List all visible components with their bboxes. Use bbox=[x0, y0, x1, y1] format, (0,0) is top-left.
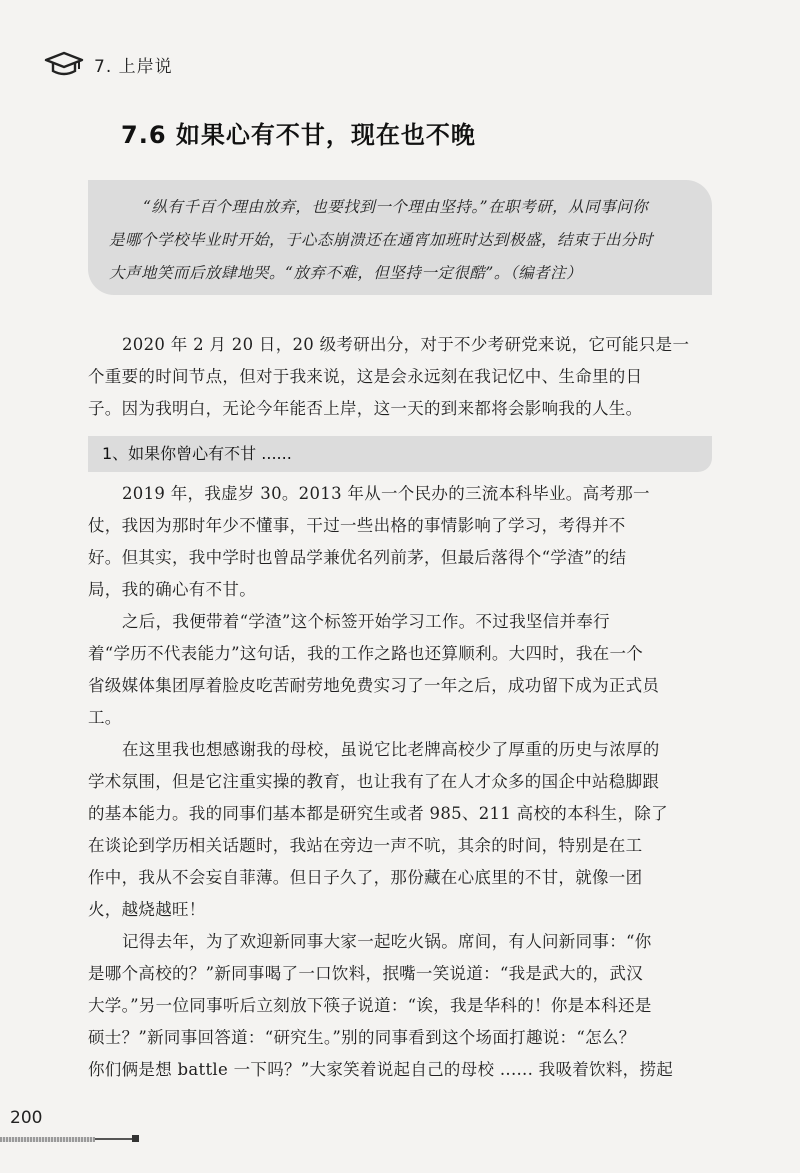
text-line: 作中，我从不会妄自菲薄。但日子久了，那份藏在心底里的不甘，就像一团 bbox=[88, 868, 643, 887]
editor-note-line: “纵有千百个理由放弃，也要找到一个理由坚持。”在职考研，从同事问你 bbox=[143, 198, 649, 216]
section-title: 7.6 如果心有不甘，现在也不晚 bbox=[121, 121, 476, 149]
chapter-label: 7. 上岸说 bbox=[94, 56, 173, 77]
text-line: 2019 年，我虚岁 30。2013 年从一个民办的三流本科毕业。高考那一 bbox=[122, 484, 650, 503]
text-line: 学术氛围，但是它注重实操的教育，也让我有了在人才众多的国企中站稳脚跟 bbox=[88, 772, 660, 791]
running-header bbox=[44, 48, 173, 80]
text-line: 2020 年 2 月 20 日，20 级考研出分，对于不少考研党来说，它可能只是一 bbox=[122, 335, 690, 354]
text-line: 工。 bbox=[88, 708, 122, 727]
editor-note-box bbox=[88, 180, 712, 295]
text-line: 的基本能力。我的同事们基本都是研究生或者 985、211 高校的本科生，除了 bbox=[88, 804, 668, 823]
intro-paragraph bbox=[88, 329, 714, 425]
text-line: 个重要的时间节点，但对于我来说，这是会永远刻在我记忆中、生命里的日 bbox=[88, 367, 643, 386]
graduation-cap-icon bbox=[44, 50, 84, 78]
footer-dot bbox=[132, 1135, 139, 1142]
text-line: 仗，我因为那时年少不懂事，干过一些出格的事情影响了学习，考得并不 bbox=[88, 516, 626, 535]
text-line: 在这里我也想感谢我的母校，虽说它比老牌高校少了厚重的历史与浓厚的 bbox=[122, 740, 660, 759]
text-line: 你们俩是想 battle 一下吗？”大家笑着说起自己的母校 ...... 我吸着饮料，捞起 bbox=[88, 1060, 674, 1079]
footer-decoration bbox=[0, 1137, 95, 1142]
text-line: 之后，我便带着“学渣”这个标签开始学习工作。不过我坚信并奉行 bbox=[122, 612, 610, 631]
text-line: 好。但其实，我中学时也曾品学兼优名列前茅，但最后落得个“学渣”的结 bbox=[88, 548, 627, 567]
text-line: 大学。”另一位同事听后立刻放下筷子说道：“诶，我是华科的！你是本科还是 bbox=[88, 996, 652, 1015]
body-paragraphs bbox=[88, 478, 714, 1086]
text-line: 记得去年，为了欢迎新同事大家一起吃火锅。席间，有人问新同事：“你 bbox=[122, 932, 652, 951]
text-line: 局，我的确心有不甘。 bbox=[88, 580, 256, 599]
text-line: 着“学历不代表能力”这句话，我的工作之路也还算顺利。大四时，我在一个 bbox=[88, 644, 644, 663]
text-line: 省级媒体集团厚着脸皮吃苦耐劳地免费实习了一年之后，成功留下成为正式员 bbox=[88, 676, 660, 695]
page-number: 200 bbox=[10, 1108, 43, 1128]
text-line: 子。因为我明白，无论今年能否上岸，这一天的到来都将会影响我的人生。 bbox=[88, 399, 643, 418]
text-line: 在谈论到学历相关话题时，我站在旁边一声不吭，其余的时间，特别是在工 bbox=[88, 836, 643, 855]
editor-note-line: 是哪个学校毕业时开始，于心态崩溃还在通宵加班时达到极盛，结束于出分时 bbox=[109, 231, 654, 249]
editor-note-line: 大声地笑而后放肆地哭。“放弃不难，但坚持一定很酷”。（编者注） bbox=[109, 264, 583, 282]
footer-rule bbox=[95, 1138, 133, 1140]
text-line: 是哪个高校的？”新同事喝了一口饮料，抿嘴一笑说道：“我是武大的，武汉 bbox=[88, 964, 644, 983]
text-line: 硕士？”新同事回答道：“研究生。”别的同事看到这个场面打趣说：“怎么？ bbox=[88, 1028, 636, 1047]
subheading: 1、如果你曾心有不甘 ...... bbox=[88, 436, 712, 472]
text-line: 火，越烧越旺！ bbox=[88, 900, 206, 919]
